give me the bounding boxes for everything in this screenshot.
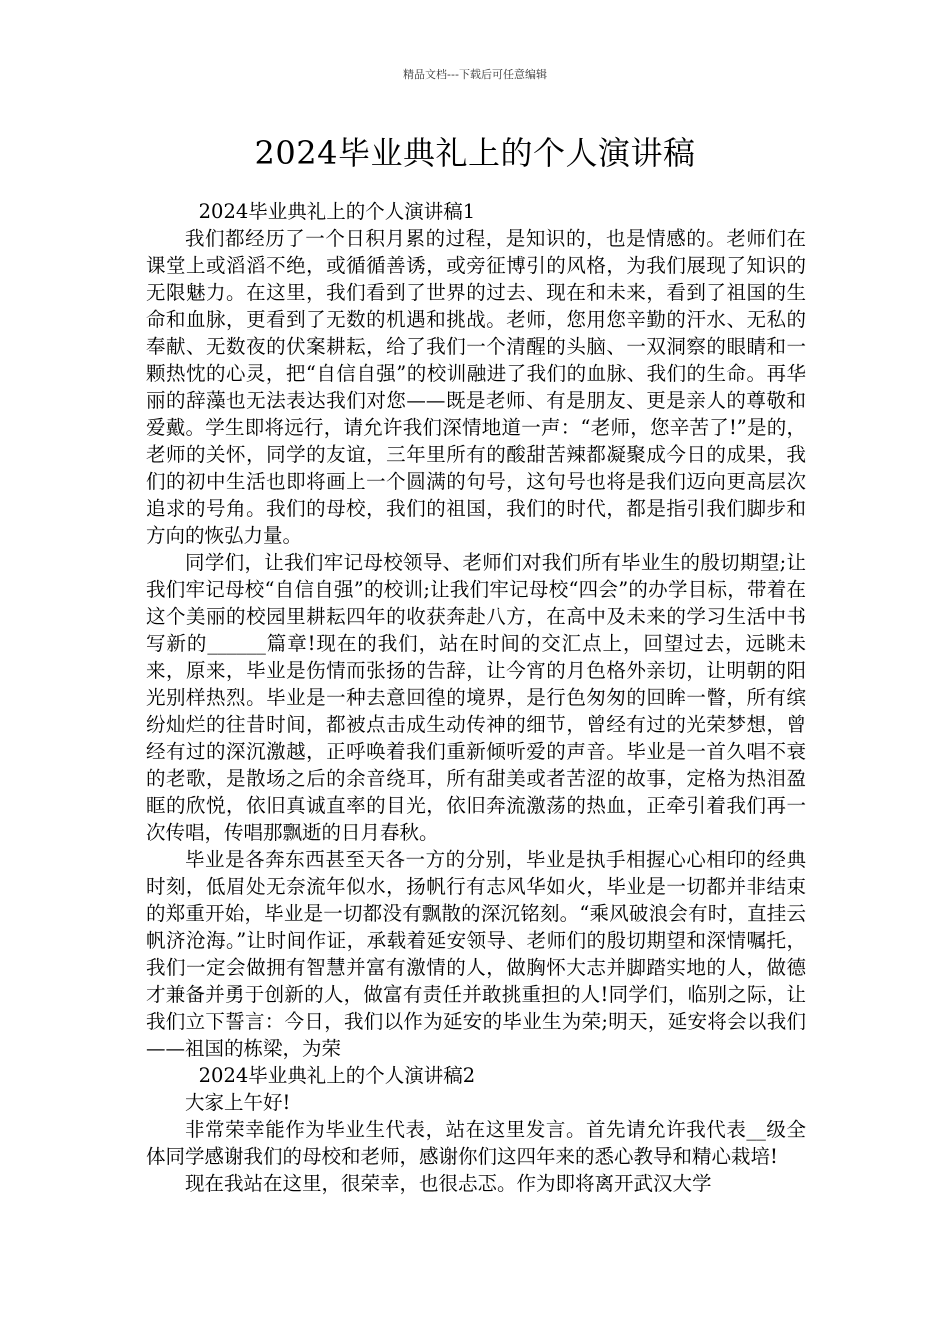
paragraph: 非常荣幸能作为毕业生代表，站在这里发言。首先请允许我代表__级全体同学感谢我们的母校和老师，感谢你们这四年来的悉心教导和精心栽培!: [146, 1118, 806, 1168]
section-heading-2: 2024毕业典礼上的个人演讲稿2: [198, 1064, 476, 1087]
section-heading-1: 2024毕业典礼上的个人演讲稿1: [198, 200, 476, 223]
paragraph: 同学们，让我们牢记母校领导、老师们对我们所有毕业生的殷切期望;让我们牢记母校“自信自强”的校训;让我们牢记母校“四会”的办学目标，带着在这个美丽的校园里耕耘四年的收获奔赴八方，在高中及未来的学习生活中书写新的______篇章!现在的我们，站在时间的交汇点上，回望过去，远眺未来，原来，毕业是伤情而张扬的告辞，让今宵的月色格外亲切，让明朝的阳光别样热烈。毕业是一种去意回徨的境界，是行色匆匆的回眸一瞥，所有缤纷灿烂的往昔时间，都被点击成生动传神的细节，曾经有过的光荣梦想，曾经有过的深沉激越，正呼唤着我们重新倾听爱的声音。毕业是一首久唱不衰的老歌，是散场之后的余音绕耳，所有甜美或者苦涩的故事，定格为热泪盈眶的欣悦，依旧真诚直率的目光，依旧奔流激荡的热血，正牵引着我们再一次传唱，传唱那飘逝的日月春秋。: [146, 551, 806, 844]
greeting-paragraph: 大家上午好!: [185, 1091, 291, 1114]
document-title: 2024毕业典礼上的个人演讲稿: [254, 134, 696, 172]
document-body: [146, 198, 806, 1197]
page-header-note: 精品文档---下载后可任意编辑: [403, 68, 547, 81]
paragraph: 毕业是各奔东西甚至天各一方的分别，毕业是执手相握心心相印的经典时刻，低眉处无奈流年似水，扬帆行有志风华如火，毕业是一切都并非结束的郑重开始，毕业是一切都没有飘散的深沉铭刻。“乘风破浪会有时，直挂云帆济沧海。”让时间作证，承载着延安领导、老师们的殷切期望和深情嘱托，我们一定会做拥有智慧并富有激情的人，做胸怀大志并脚踏实地的人，做德才兼备并勇于创新的人，做富有责任并敢挑重担的人!同学们，临别之际，让我们立下誓言：今日，我们以作为延安的毕业生为荣;明天，延安将会以我们——祖国的栋梁，为荣: [146, 848, 806, 1060]
paragraph: 现在我站在这里，很荣幸，也很忐忑。作为即将离开武汉大学: [185, 1172, 712, 1195]
paragraph: 我们都经历了一个日积月累的过程，是知识的，也是情感的。老师们在课堂上或滔滔不绝，或循循善诱，或旁征博引的风格，为我们展现了知识的无限魅力。在这里，我们看到了世界的过去、现在和未来，看到了祖国的生命和血脉，更看到了无数的机遇和挑战。老师，您用您辛勤的汗水、无私的奉献、无数夜的伏案耕耘，给了我们一个清醒的头脑、一双洞察的眼睛和一颗热忱的心灵，把“自信自强”的校训融进了我们的血脉、我们的生命。再华丽的辞藻也无法表达我们对您——既是老师、有是朋友、更是亲人的尊敬和爱戴。学生即将远行，请允许我们深情地道一声：“老师，您辛苦了!”是的，老师的关怀，同学的友谊，三年里所有的酸甜苦辣都凝聚成今日的成果，我们的初中生活也即将画上一个圆满的句号，这句号也将是我们迈向更高层次追求的号角。我们的母校，我们的祖国，我们的时代，都是指引我们脚步和方向的恢弘力量。: [146, 227, 806, 547]
